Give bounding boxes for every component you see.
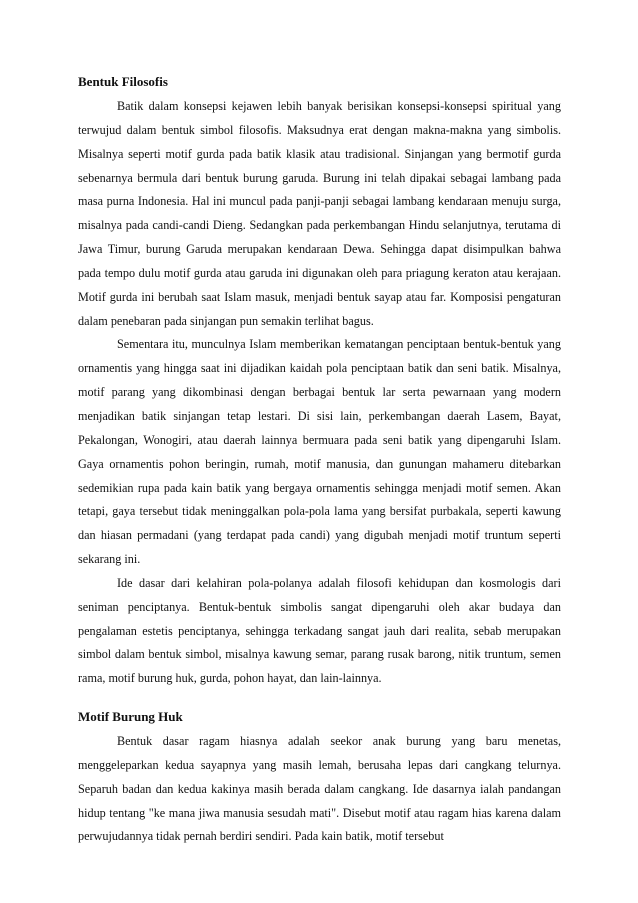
paragraph: Sementara itu, munculnya Islam memberikan kematangan penciptaan bentuk-bentuk yang ornamentis yang hingga saat ini dijadikan kaidah pola penciptaan batik dan seni batik. Misalnya, motif parang yang dikombinasi dengan berbagai bentuk lar serta pewarnaan yang modern menjadikan batik sinjangan tetap lestari. Di sisi lain, perkembangan daerah Lasem, Bayat, Pekalongan, Wonogiri, atau daerah lainnya bermuara pada seni batik yang dipengaruhi Islam. Gaya ornamentis pohon beringin, rumah, motif manusia, dan gunungan mahameru ditebarkan sedemikian rupa pada kain batik yang bergaya ornamentis sehingga menjadi motif semen. Akan tetapi, gaya tersebut tidak meninggalkan pola-pola lama yang bersifat purbakala, seperti kawung dan hiasan permadani (yang terdapat pada candi) yang digubah menjadi motif truntum seperti sekarang ini. — [78, 337, 561, 567]
section-heading-bentuk-filosofis: Bentuk Filosofis — [78, 74, 168, 89]
section-spacer — [78, 691, 561, 708]
paragraph: Ide dasar dari kelahiran pola-polanya adalah filosofi kehidupan dan kosmologis dari seniman penciptanya. Bentuk-bentuk simbolis sangat dipengaruhi oleh akar budaya dan pengalaman estetis penciptanya, sehingga terkadang sangat jauh dari realita, sebab merupakan simbol dalam bentuk simbol, misalnya kawung semar, parang rusak barong, nitik truntum, semen rama, motif burung huk, gurda, pohon hayat, dan lain-lainnya. — [78, 575, 561, 686]
paragraph: Batik dalam konsepsi kejawen lebih banyak berisikan konsepsi-konsepsi spiritual yang terwujud dalam bentuk simbol filosofis. Maksudnya erat dengan makna-makna yang simbolis. Misalnya seperti motif gurda pada batik klasik atau tradisional. Sinjangan yang bermotif gurda sebenarnya bermula dari bentuk burung garuda. Burung ini telah dipakai sebagai lambang pada masa purna Indonesia. Hal ini muncul pada panji-panji sebagai lambang kendaraan menuju surga, misalnya pada candi-candi Dieng. Sedangkan pada perkembangan Hindu selanjutnya, terutama di Jawa Timur, burung Garuda merupakan kendaraan Dewa. Sehingga dapat disimpulkan bahwa pada tempo dulu motif gurda atau garuda ini digunakan oleh para priagung keraton atau kerajaan. Motif gurda ini berubah saat Islam masuk, menjadi bentuk sayap atau far. Komposisi pengaturan dalam penebaran pada sinjangan pun semakin terlihat bagus. — [78, 99, 561, 328]
section-heading-motif-burung-huk: Motif Burung Huk — [78, 709, 183, 725]
document-page — [78, 73, 561, 849]
paragraph: Bentuk dasar ragam hiasnya adalah seekor anak burung yang baru menetas, menggeleparkan kedua sayapnya yang masih lemah, berusaha lepas dari cangkang telurnya. Separuh badan dan kedua kakinya masih berada dalam cangkang. Ide dasarnya ialah pandangan hidup tentang "ke mana jiwa manusia sesudah mati". Disebut motif atau ragam hias karena dalam perwujudannya tidak pernah berdiri sendiri. Pada kain batik, motif tersebut — [78, 734, 561, 844]
